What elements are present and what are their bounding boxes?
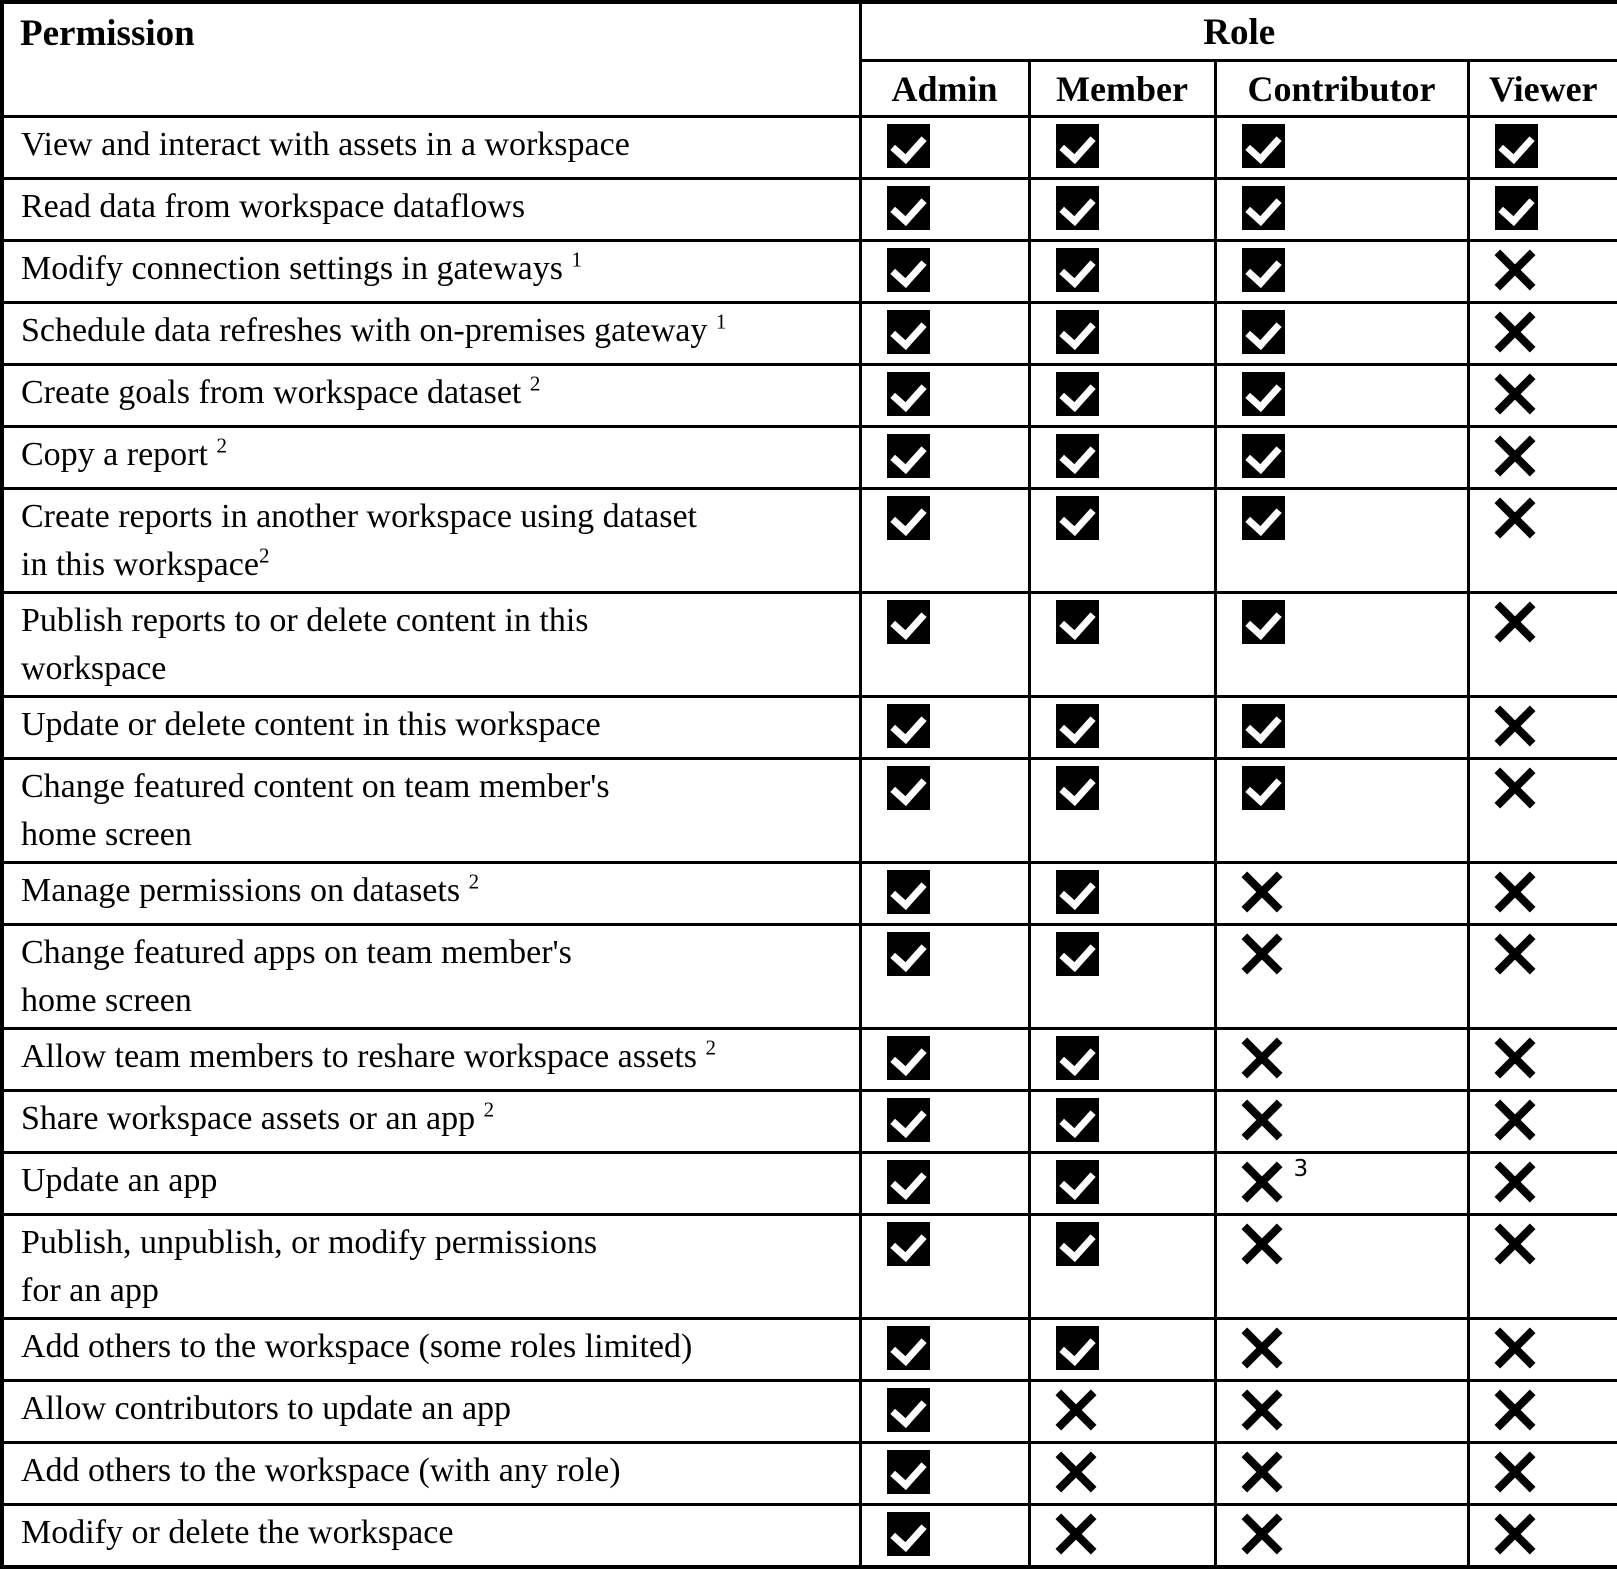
- contributor-mark-cell: [1215, 117, 1468, 179]
- cross-icon: [1242, 1512, 1282, 1556]
- cross-icon: [1495, 870, 1535, 914]
- checkmark-icon: [1056, 186, 1099, 230]
- member-mark-cell: [1029, 863, 1215, 925]
- footnote-marker: 2: [705, 1035, 716, 1060]
- checkmark-icon: [1056, 1036, 1099, 1080]
- viewer-mark-cell: [1468, 1153, 1617, 1215]
- contributor-mark-cell: [1215, 303, 1468, 365]
- table-row: [2, 1029, 1617, 1091]
- viewer-mark-cell: [1468, 179, 1617, 241]
- table-row: [2, 759, 1617, 863]
- contributor-mark-cell: [1215, 1091, 1468, 1153]
- viewer-mark-cell: [1468, 1319, 1617, 1381]
- admin-mark-cell: [860, 489, 1029, 593]
- checkmark-icon: [887, 1098, 930, 1142]
- cross-icon: [1495, 1036, 1535, 1080]
- member-mark-cell: [1029, 759, 1215, 863]
- checkmark-icon: [1242, 372, 1285, 416]
- checkmark-icon: [887, 1388, 930, 1432]
- member-mark-cell: [1029, 1319, 1215, 1381]
- checkmark-icon: [1056, 124, 1099, 168]
- table-row: [2, 303, 1617, 365]
- table-row: [2, 1319, 1617, 1381]
- viewer-mark-cell: [1468, 365, 1617, 427]
- viewer-mark-cell: [1468, 241, 1617, 303]
- member-mark-cell: [1029, 1153, 1215, 1215]
- footnote-marker: 1: [715, 309, 727, 334]
- admin-mark-cell: [860, 427, 1029, 489]
- cross-icon: [1495, 372, 1535, 416]
- member-mark-cell: [1029, 593, 1215, 697]
- admin-mark-cell: [860, 117, 1029, 179]
- table-row: [2, 365, 1617, 427]
- contributor-mark-cell: [1215, 1029, 1468, 1091]
- checkmark-icon: [1242, 704, 1285, 748]
- permission-cell: Create goals from workspace dataset $^2$: [2, 365, 860, 427]
- table-row: [2, 427, 1617, 489]
- member-mark-cell: [1029, 179, 1215, 241]
- checkmark-icon: [887, 1326, 930, 1370]
- member-mark-cell: [1029, 697, 1215, 759]
- footnote-marker: 3: [1293, 1156, 1309, 1182]
- checkmark-icon: [887, 186, 930, 230]
- table-body: [2, 117, 1617, 1568]
- cross-icon: [1242, 1036, 1282, 1080]
- contributor-mark-cell: [1215, 759, 1468, 863]
- table-row: [2, 117, 1617, 179]
- checkmark-icon: [1056, 870, 1099, 914]
- checkmark-icon: [887, 434, 930, 478]
- viewer-mark-cell: [1468, 1381, 1617, 1443]
- admin-mark-cell: [860, 1381, 1029, 1443]
- checkmark-icon: [887, 496, 930, 540]
- checkmark-icon: [887, 1512, 930, 1556]
- contributor-mark-cell: [1215, 1381, 1468, 1443]
- cross-icon: [1495, 1450, 1535, 1494]
- permission-cell: Change featured content on team member's home screen: [2, 759, 860, 863]
- permission-cell: Modify or delete the workspace: [2, 1505, 860, 1568]
- permission-cell: Copy a report $^2$: [2, 427, 860, 489]
- member-mark-cell: [1029, 489, 1215, 593]
- table-row: [2, 1215, 1617, 1319]
- admin-mark-cell: [860, 697, 1029, 759]
- admin-mark-cell: [860, 1319, 1029, 1381]
- checkmark-icon: [887, 310, 930, 354]
- viewer-mark-cell: [1468, 489, 1617, 593]
- checkmark-icon: [1495, 124, 1538, 168]
- checkmark-icon: [1056, 1222, 1099, 1266]
- member-mark-cell: [1029, 365, 1215, 427]
- admin-mark-cell: [860, 179, 1029, 241]
- permission-cell: Add others to the workspace (with any role): [2, 1443, 860, 1505]
- cross-icon: [1495, 248, 1535, 292]
- checkmark-icon: [887, 870, 930, 914]
- cross-icon: [1242, 1160, 1282, 1204]
- checkmark-icon: [1056, 932, 1099, 976]
- member-mark-cell: [1029, 241, 1215, 303]
- role-column-header-contributor: Contributor: [1215, 61, 1468, 117]
- viewer-mark-cell: [1468, 117, 1617, 179]
- role-group-header: Role: [860, 2, 1617, 61]
- table-row: [2, 1091, 1617, 1153]
- contributor-mark-cell: [1215, 1319, 1468, 1381]
- member-mark-cell: [1029, 427, 1215, 489]
- cross-icon: [1495, 704, 1535, 748]
- footnote-marker: 2: [483, 1097, 495, 1122]
- header-row-top: [2, 2, 1617, 61]
- viewer-mark-cell: [1468, 759, 1617, 863]
- admin-mark-cell: [860, 759, 1029, 863]
- table-row: [2, 179, 1617, 241]
- contributor-mark-cell: [1215, 241, 1468, 303]
- checkmark-icon: [1242, 186, 1285, 230]
- contributor-mark-cell: [1215, 179, 1468, 241]
- permission-cell: Add others to the workspace (some roles limited): [2, 1319, 860, 1381]
- viewer-mark-cell: [1468, 1091, 1617, 1153]
- viewer-mark-cell: [1468, 593, 1617, 697]
- cross-icon: [1495, 932, 1535, 976]
- checkmark-icon: [1056, 766, 1099, 810]
- checkmark-icon: [887, 1450, 930, 1494]
- cross-icon: [1242, 1388, 1282, 1432]
- table-row: [2, 241, 1617, 303]
- checkmark-icon: [1056, 1326, 1099, 1370]
- cross-icon: [1495, 1326, 1535, 1370]
- checkmark-icon: [1056, 1160, 1099, 1204]
- checkmark-icon: [887, 248, 930, 292]
- cross-icon: [1242, 1098, 1282, 1142]
- checkmark-icon: [1242, 766, 1285, 810]
- checkmark-icon: [1242, 496, 1285, 540]
- cross-icon: [1495, 434, 1535, 478]
- cross-icon: [1495, 496, 1535, 540]
- permission-cell: Allow team members to reshare workspace assets $^2$: [2, 1029, 860, 1091]
- contributor-mark-cell: [1215, 925, 1468, 1029]
- footnote-marker: 2: [468, 869, 480, 894]
- member-mark-cell: [1029, 1029, 1215, 1091]
- permission-cell: Manage permissions on datasets $^2$: [2, 863, 860, 925]
- permission-column-header: Permission: [2, 2, 860, 117]
- admin-mark-cell: [860, 1029, 1029, 1091]
- table-row: [2, 1381, 1617, 1443]
- viewer-mark-cell: [1468, 925, 1617, 1029]
- checkmark-icon: [1242, 248, 1285, 292]
- contributor-mark-cell: [1215, 863, 1468, 925]
- checkmark-icon: [1242, 124, 1285, 168]
- member-mark-cell: [1029, 303, 1215, 365]
- contributor-mark-cell: [1215, 489, 1468, 593]
- cross-icon: [1242, 1222, 1282, 1266]
- permission-cell: Publish, unpublish, or modify permissions for an app: [2, 1215, 860, 1319]
- member-mark-cell: [1029, 1443, 1215, 1505]
- permission-cell: Create reports in another workspace using dataset in this workspace$^2$: [2, 489, 860, 593]
- cross-icon: [1056, 1388, 1096, 1432]
- checkmark-icon: [887, 766, 930, 810]
- cross-icon: [1495, 600, 1535, 644]
- cross-icon: [1242, 932, 1282, 976]
- member-mark-cell: [1029, 1505, 1215, 1568]
- checkmark-icon: [1056, 496, 1099, 540]
- viewer-mark-cell: [1468, 1505, 1617, 1568]
- checkmark-icon: [887, 372, 930, 416]
- contributor-mark-cell: [1215, 1153, 1468, 1215]
- member-mark-cell: [1029, 1215, 1215, 1319]
- table-row: [2, 489, 1617, 593]
- admin-mark-cell: [860, 365, 1029, 427]
- admin-mark-cell: [860, 925, 1029, 1029]
- cross-icon: [1495, 1388, 1535, 1432]
- table-row: [2, 925, 1617, 1029]
- checkmark-icon: [887, 932, 930, 976]
- admin-mark-cell: [860, 303, 1029, 365]
- checkmark-icon: [887, 124, 930, 168]
- table-row: [2, 697, 1617, 759]
- permission-cell: Schedule data refreshes with on-premises gateway $^1$: [2, 303, 860, 365]
- checkmark-icon: [887, 600, 930, 644]
- table-row: [2, 593, 1617, 697]
- cross-icon: [1242, 1450, 1282, 1494]
- checkmark-icon: [1056, 434, 1099, 478]
- cross-icon: [1495, 766, 1535, 810]
- admin-mark-cell: [860, 863, 1029, 925]
- admin-mark-cell: [860, 593, 1029, 697]
- checkmark-icon: [1056, 1098, 1099, 1142]
- checkmark-icon: [1242, 434, 1285, 478]
- cross-icon: [1495, 1512, 1535, 1556]
- admin-mark-cell: [860, 1443, 1029, 1505]
- footnote-marker: 1: [571, 247, 583, 272]
- permission-cell: Allow contributors to update an app: [2, 1381, 860, 1443]
- table-row: [2, 1153, 1617, 1215]
- contributor-mark-cell: [1215, 365, 1468, 427]
- cross-icon: [1495, 1222, 1535, 1266]
- footnote-marker: 2: [258, 543, 270, 568]
- contributor-mark-cell: [1215, 593, 1468, 697]
- cross-icon: [1056, 1450, 1096, 1494]
- permission-cell: View and interact with assets in a workspace: [2, 117, 860, 179]
- footnote-marker: 2: [529, 371, 541, 396]
- viewer-mark-cell: [1468, 303, 1617, 365]
- contributor-mark-cell: [1215, 427, 1468, 489]
- table-row: [2, 863, 1617, 925]
- footnote-marker: 2: [216, 433, 227, 458]
- viewer-mark-cell: [1468, 697, 1617, 759]
- permission-cell: Change featured apps on team member's home screen: [2, 925, 860, 1029]
- role-column-header-viewer: Viewer: [1468, 61, 1617, 117]
- checkmark-icon: [887, 1036, 930, 1080]
- checkmark-icon: [1056, 248, 1099, 292]
- checkmark-icon: [887, 1160, 930, 1204]
- contributor-mark-cell: [1215, 697, 1468, 759]
- checkmark-icon: [1056, 372, 1099, 416]
- checkmark-icon: [887, 704, 930, 748]
- permission-cell: Share workspace assets or an app $^2$: [2, 1091, 860, 1153]
- role-column-header-member: Member: [1029, 61, 1215, 117]
- table-row: [2, 1505, 1617, 1568]
- member-mark-cell: [1029, 925, 1215, 1029]
- checkmark-icon: [1495, 186, 1538, 230]
- viewer-mark-cell: [1468, 1215, 1617, 1319]
- admin-mark-cell: [860, 241, 1029, 303]
- permission-cell: Modify connection settings in gateways $^1$: [2, 241, 860, 303]
- table-header: [2, 2, 1617, 117]
- admin-mark-cell: [860, 1091, 1029, 1153]
- cross-icon: [1495, 1160, 1535, 1204]
- contributor-mark-cell: [1215, 1215, 1468, 1319]
- member-mark-cell: [1029, 1091, 1215, 1153]
- cross-icon: [1495, 1098, 1535, 1142]
- checkmark-icon: [1242, 600, 1285, 644]
- admin-mark-cell: [860, 1215, 1029, 1319]
- checkmark-icon: [1056, 704, 1099, 748]
- contributor-mark-cell: [1215, 1505, 1468, 1568]
- member-mark-cell: [1029, 1381, 1215, 1443]
- permission-cell: Update an app: [2, 1153, 860, 1215]
- cross-icon: [1495, 310, 1535, 354]
- viewer-mark-cell: [1468, 427, 1617, 489]
- admin-mark-cell: [860, 1505, 1029, 1568]
- checkmark-icon: [887, 1222, 930, 1266]
- admin-mark-cell: [860, 1153, 1029, 1215]
- checkmark-icon: [1056, 310, 1099, 354]
- permission-cell: Publish reports to or delete content in this workspace: [2, 593, 860, 697]
- cross-icon: [1242, 1326, 1282, 1370]
- viewer-mark-cell: [1468, 1443, 1617, 1505]
- member-mark-cell: [1029, 117, 1215, 179]
- table-row: [2, 1443, 1617, 1505]
- viewer-mark-cell: [1468, 863, 1617, 925]
- cross-icon: [1242, 870, 1282, 914]
- checkmark-icon: [1056, 600, 1099, 644]
- cross-icon: [1056, 1512, 1096, 1556]
- checkmark-icon: [1242, 310, 1285, 354]
- role-column-header-admin: Admin: [860, 61, 1029, 117]
- permission-cell: Read data from workspace dataflows: [2, 179, 860, 241]
- contributor-mark-cell: [1215, 1443, 1468, 1505]
- viewer-mark-cell: [1468, 1029, 1617, 1091]
- permission-cell: Update or delete content in this workspace: [2, 697, 860, 759]
